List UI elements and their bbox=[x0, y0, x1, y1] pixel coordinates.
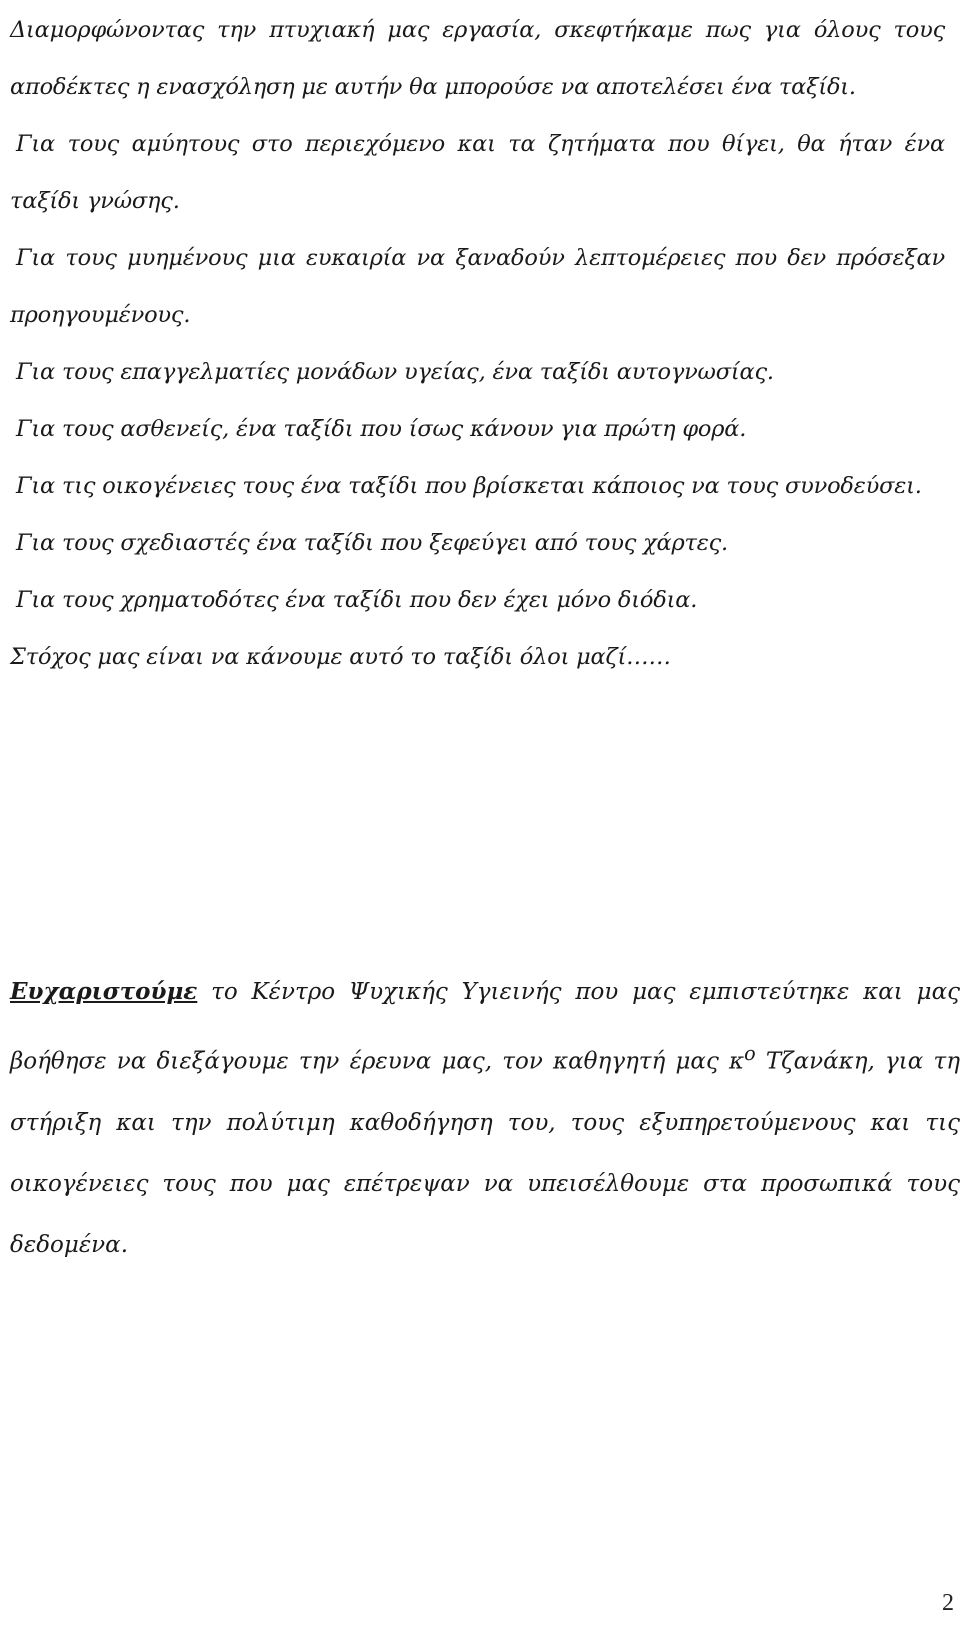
intro-line: ταξίδι γνώσης. bbox=[10, 188, 180, 214]
intro-line: προηγουμένους. bbox=[10, 302, 191, 328]
acknowledgements-line bbox=[10, 1023, 960, 1093]
acknowledgements-line bbox=[10, 961, 960, 1023]
intro-line: Διαμορφώνοντας την πτυχιακή μας εργασία, σκεφτήκαμε πως για όλους τους bbox=[10, 17, 945, 43]
acknowledgements-line: στήριξη και την πολύτιμη καθοδήγηση του, τους εξυπηρετούμενους και τις bbox=[10, 1109, 960, 1136]
intro-line: αποδέκτες η ενασχόληση με αυτήν θα μπορούσε να αποτελέσει ένα ταξίδι. bbox=[10, 74, 856, 100]
superscript: ο bbox=[744, 1042, 756, 1065]
intro-line: Για τους χρηματοδότες ένα ταξίδι που δεν έχει μόνο διόδια. bbox=[16, 587, 698, 613]
acknowledgements-paragraph bbox=[10, 961, 960, 1276]
acknowledgements-line: δεδομένα. bbox=[10, 1231, 128, 1258]
intro-line: Για τις οικογένειες τους ένα ταξίδι που βρίσκεται κάποιος να τους συνοδεύσει. bbox=[16, 473, 922, 499]
acknowledgements-line: οικογένειες τους που μας επέτρεψαν να υπεισέλθουμε στα προσωπικά τους bbox=[10, 1170, 960, 1197]
intro-line: Στόχος μας είναι να κάνουμε αυτό το ταξίδι όλοι μαζί…… bbox=[10, 644, 671, 670]
intro-line: Για τους σχεδιαστές ένα ταξίδι που ξεφεύγει από τους χάρτες. bbox=[16, 530, 729, 556]
acknowledgements-text: βοήθησε να διεξάγουμε την έρευνα μας, τον καθηγητή μας κ bbox=[10, 1048, 745, 1075]
acknowledgements-lead-word: Ευχαριστούμε bbox=[10, 978, 198, 1005]
acknowledgements-text: Τζανάκη, για τη bbox=[755, 1048, 960, 1075]
intro-paragraphs bbox=[10, 2, 945, 686]
page-number: 2 bbox=[942, 1590, 954, 1616]
intro-line: Για τους ασθενείς, ένα ταξίδι που ίσως κάνουν για πρώτη φορά. bbox=[16, 416, 747, 442]
intro-line: Για τους μυημένους μια ευκαιρία να ξαναδούν λεπτομέρειες που δεν πρόσεξαν bbox=[16, 245, 945, 271]
intro-line: Για τους αμύητους στο περιεχόμενο και τα ζητήματα που θίγει, θα ήταν ένα bbox=[16, 131, 945, 157]
intro-line: Για τους επαγγελματίες μονάδων υγείας, ένα ταξίδι αυτογνωσίας. bbox=[16, 359, 774, 385]
acknowledgements-text: το Κέντρο Ψυχικής Υγιεινής που μας εμπιστεύτηκε και μας bbox=[197, 979, 960, 1005]
